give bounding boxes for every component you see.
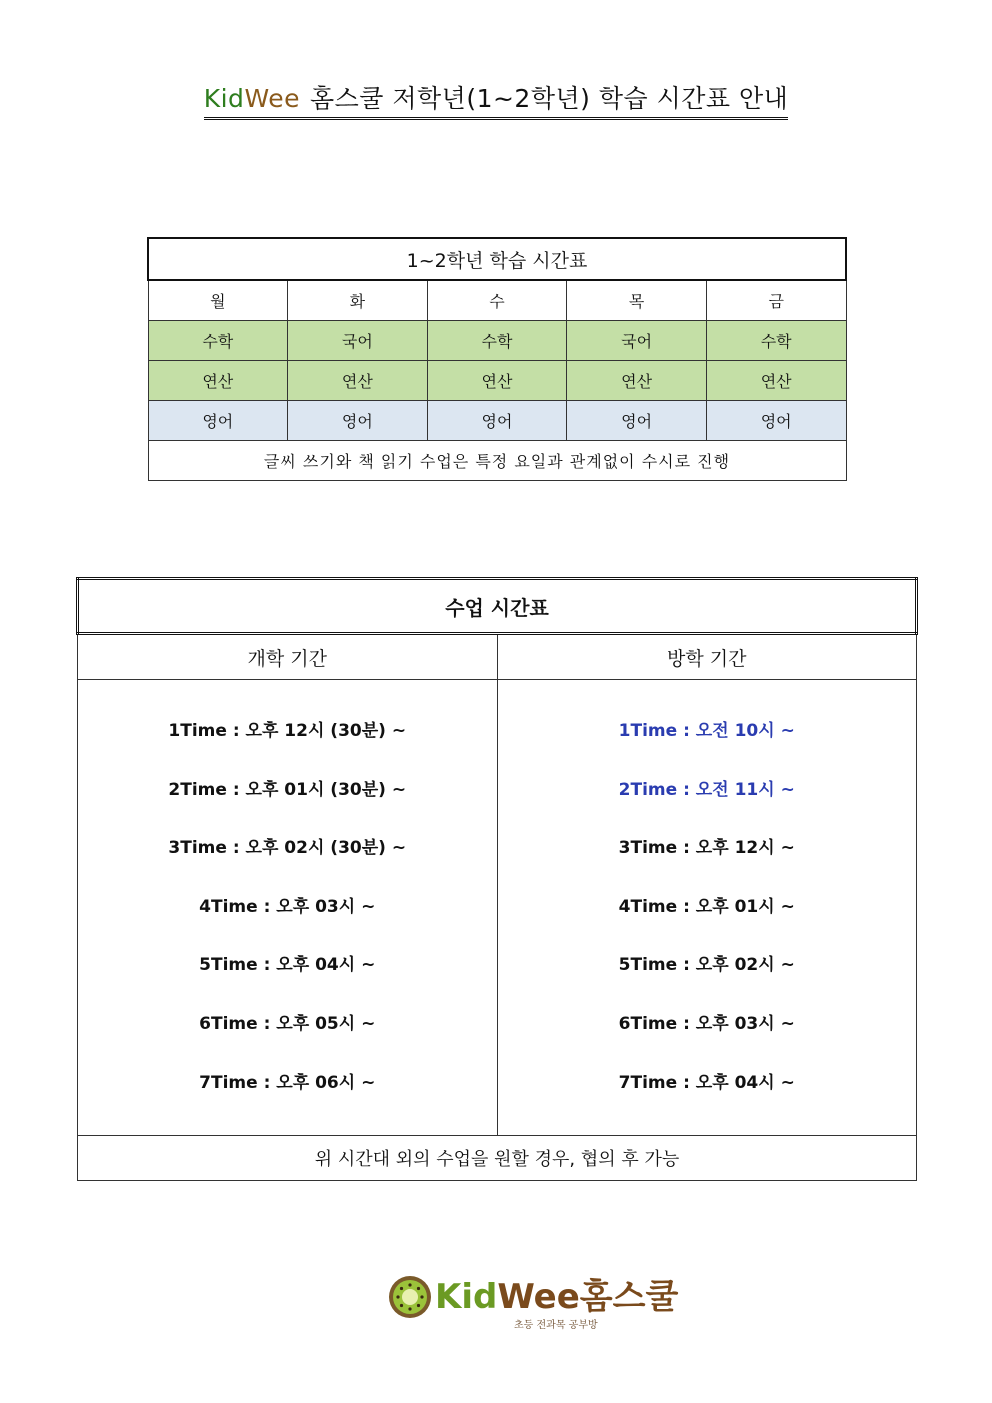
time-slot: 2Time : 오전 11시 ~ <box>618 779 795 800</box>
subject-cell: 국어 <box>288 321 428 361</box>
logo-wordmark <box>435 1277 678 1317</box>
subject-cell: 영어 <box>567 401 707 441</box>
vacation-slots <box>497 680 917 1136</box>
subject-cell: 연산 <box>288 361 428 401</box>
subject-cell: 수학 <box>148 321 288 361</box>
subject-cell: 수학 <box>427 321 567 361</box>
time-slot: 7Time : 오후 04시 ~ <box>618 1072 795 1093</box>
kiwi-icon <box>388 1275 432 1319</box>
day-header: 목 <box>567 280 707 321</box>
weekly-note: 글씨 쓰기와 책 읽기 수업은 특정 요일과 관계없이 수시로 진행 <box>148 441 846 481</box>
subject-cell: 수학 <box>706 321 846 361</box>
day-header: 수 <box>427 280 567 321</box>
logo-subtitle: 초등 전과목 공부방 <box>514 1320 598 1331</box>
subject-cell: 영어 <box>427 401 567 441</box>
page-title <box>0 82 992 120</box>
class-note: 위 시간대 외의 수업을 원할 경우, 협의 후 가능 <box>78 1136 917 1181</box>
semester-slots <box>78 680 498 1136</box>
time-slot: 3Time : 오후 12시 ~ <box>618 838 795 859</box>
time-slot: 2Time : 오후 01시 (30분) ~ <box>168 779 407 800</box>
semester-header: 개학 기간 <box>78 634 498 680</box>
time-slot: 6Time : 오후 05시 ~ <box>199 1013 376 1034</box>
subject-cell: 영어 <box>288 401 428 441</box>
time-slot: 1Time : 오전 10시 ~ <box>618 721 795 741</box>
kidwee-logo <box>388 1273 679 1333</box>
day-header: 화 <box>288 280 428 321</box>
subject-cell: 연산 <box>706 361 846 401</box>
title-text: 홈스쿨 저학년(1~2학년) 학습 시간표 안내 <box>309 84 789 113</box>
subject-cell: 연산 <box>148 361 288 401</box>
time-slot: 3Time : 오후 02시 (30분) ~ <box>168 838 407 859</box>
time-slot: 1Time : 오후 12시 (30분) ~ <box>168 721 407 741</box>
title-brand-kid: Kid <box>203 84 245 113</box>
time-slot: 4Time : 오후 01시 ~ <box>618 896 795 917</box>
time-slot: 7Time : 오후 06시 ~ <box>199 1072 376 1093</box>
time-slot: 5Time : 오후 02시 ~ <box>618 955 795 976</box>
subject-cell: 국어 <box>567 321 707 361</box>
time-slot: 5Time : 오후 04시 ~ <box>199 955 376 976</box>
day-header: 금 <box>706 280 846 321</box>
subject-cell: 연산 <box>427 361 567 401</box>
weekly-timetable-title: 1~2학년 학습 시간표 <box>148 238 846 280</box>
logo-wee: Wee홈스쿨 <box>497 1277 679 1317</box>
class-timetable-title: 수업 시간표 <box>78 579 917 634</box>
time-slot: 4Time : 오후 03시 ~ <box>199 896 376 917</box>
subject-cell: 영어 <box>148 401 288 441</box>
weekly-timetable <box>147 237 847 481</box>
subject-cell: 연산 <box>567 361 707 401</box>
subject-cell: 영어 <box>706 401 846 441</box>
class-timetable <box>76 577 918 1181</box>
logo-kid: Kid <box>435 1277 498 1317</box>
time-slot: 6Time : 오후 03시 ~ <box>618 1013 795 1034</box>
day-header: 월 <box>148 280 288 321</box>
title-brand-wee: Wee <box>244 84 300 113</box>
vacation-header: 방학 기간 <box>497 634 917 680</box>
